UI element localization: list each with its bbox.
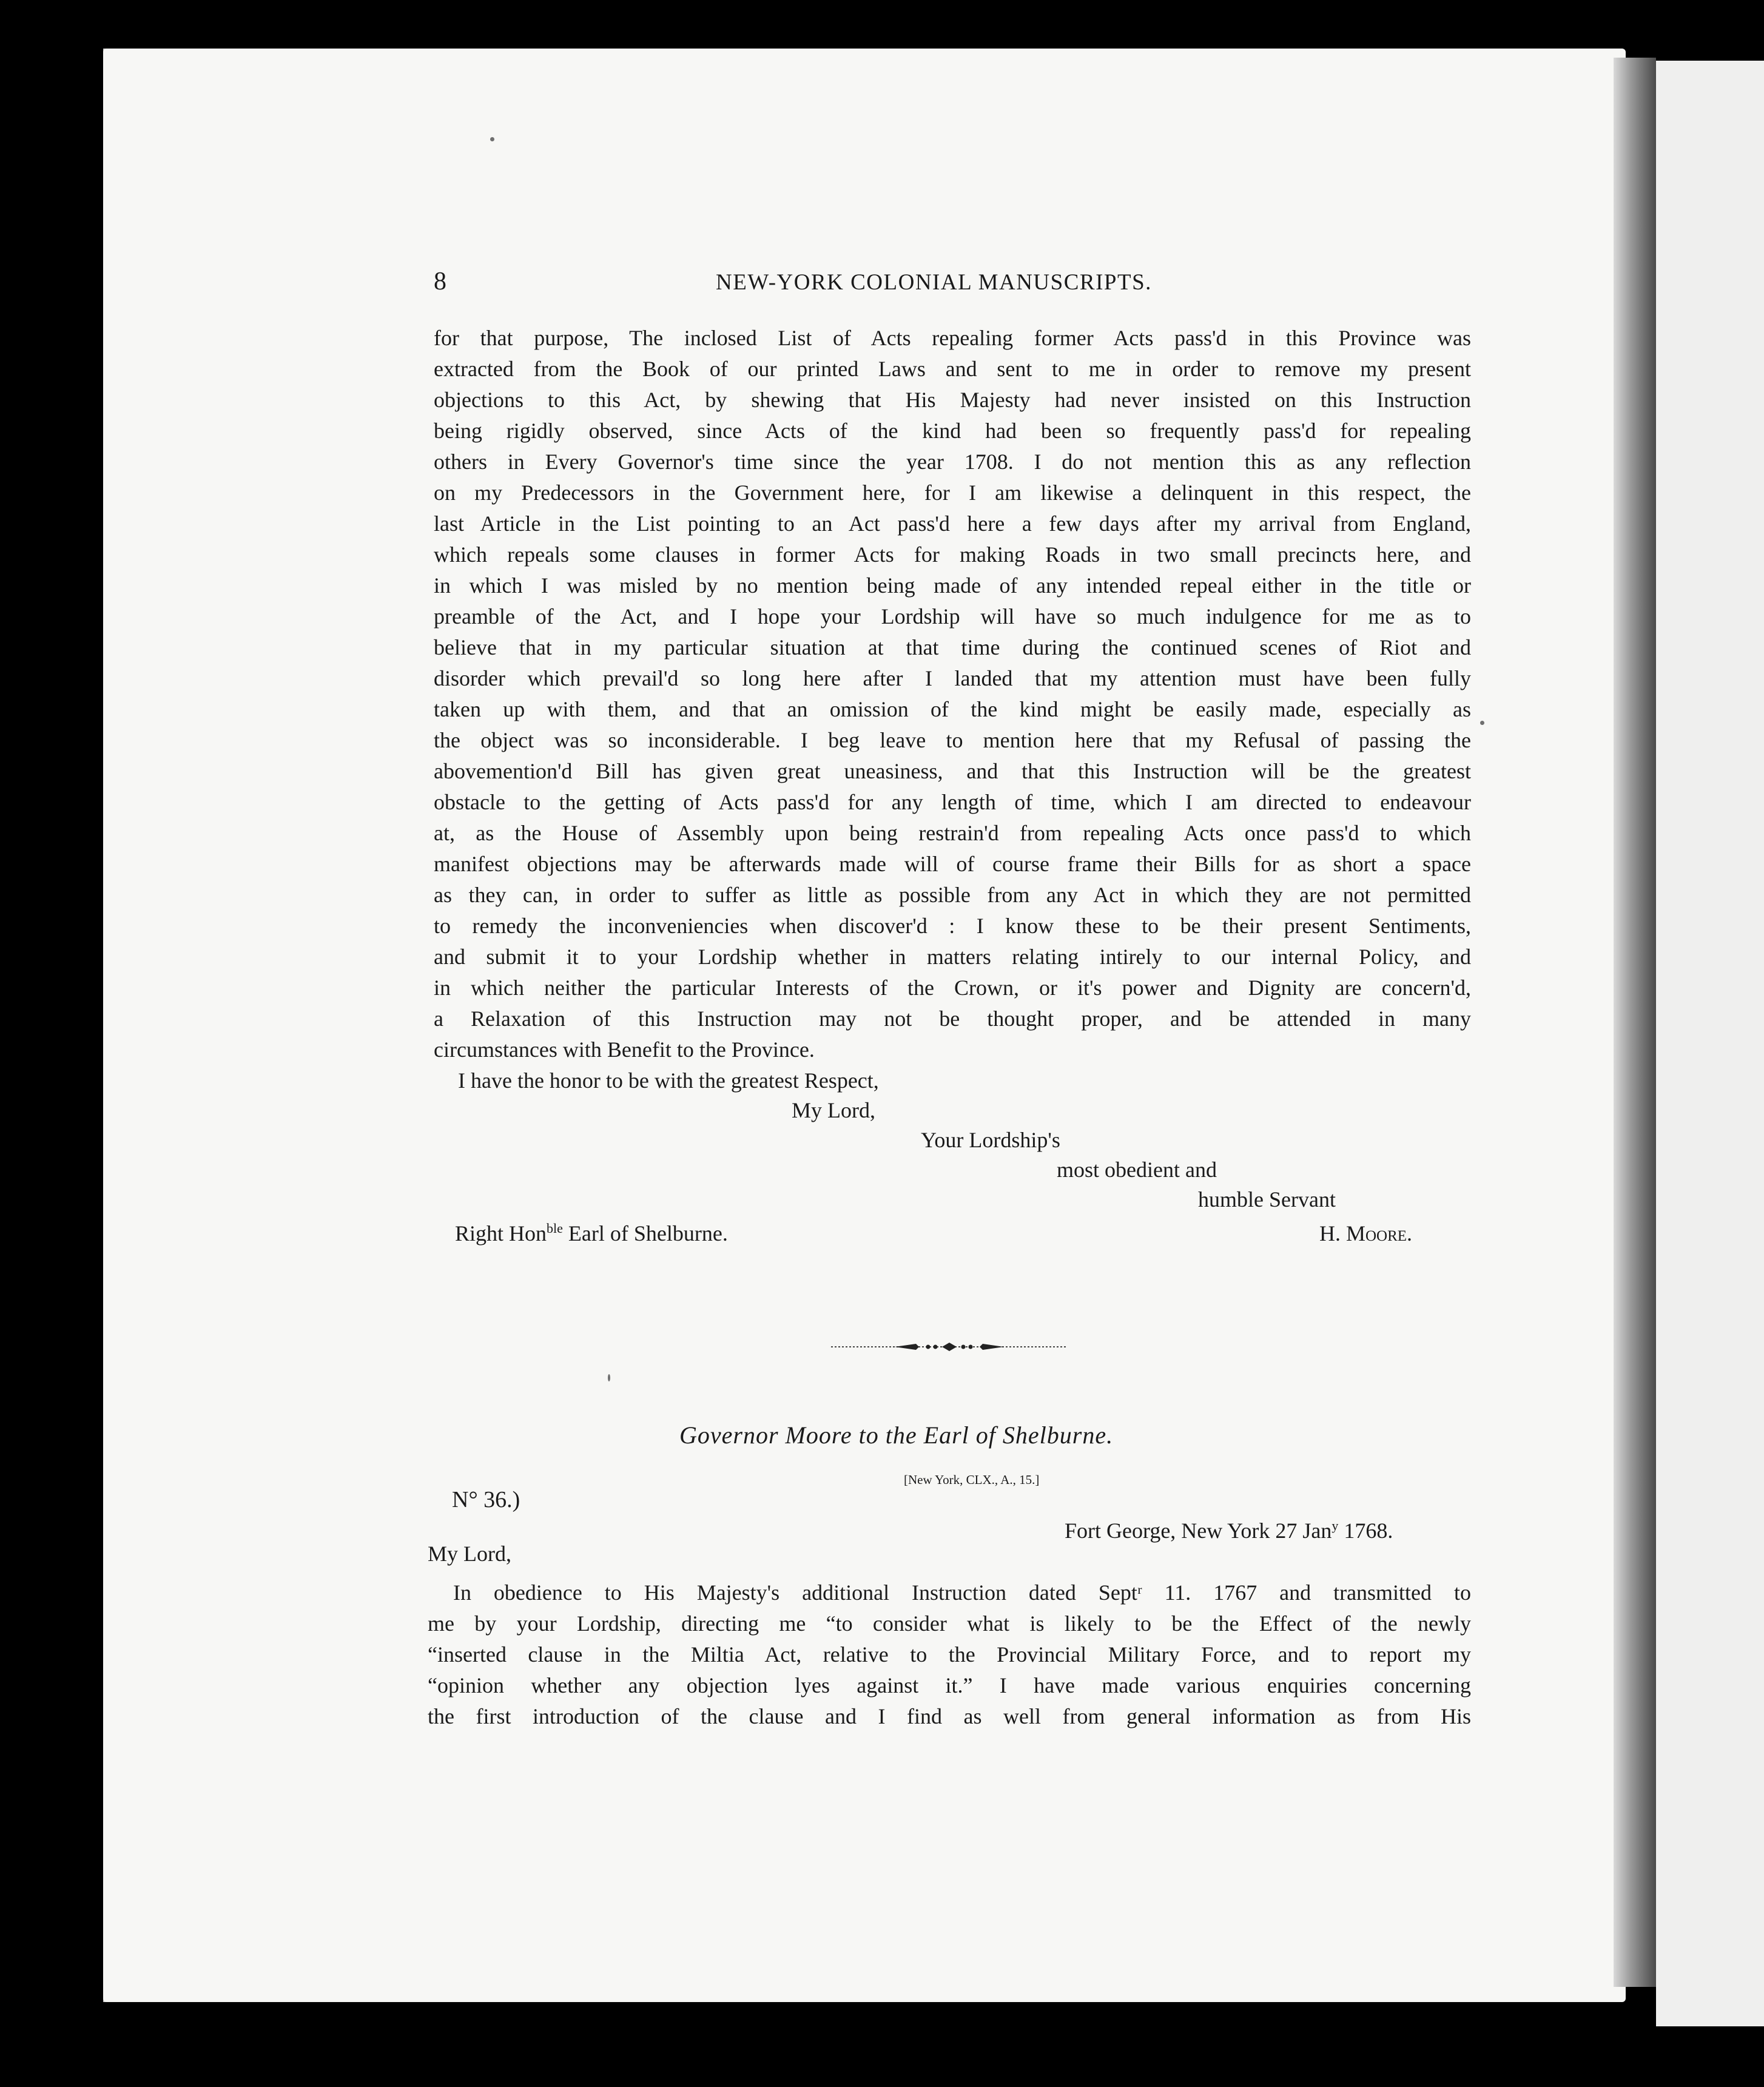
text-line: preamble of the Act, and I hope your Lordship will have so much indulgence for me as to bbox=[434, 604, 1471, 629]
text-line: objections to this Act, by shewing that His Majesty had never insisted on this Instruction bbox=[434, 388, 1471, 412]
addressee-prefix: Right Hon bbox=[455, 1221, 547, 1246]
text-line: and submit it to your Lordship whether in matters relating intirely to our internal Policy, and bbox=[434, 945, 1471, 969]
divider-dot bbox=[961, 1345, 966, 1349]
page-header bbox=[434, 267, 1483, 303]
text-line: being rigidly observed, since Acts of the kind had been so frequently pass'd for repealing bbox=[434, 419, 1471, 443]
divider-dot bbox=[934, 1345, 938, 1349]
divider-arrow-right bbox=[980, 1344, 1004, 1350]
signature: H. Moore. bbox=[1319, 1221, 1413, 1246]
divider-dot bbox=[969, 1345, 973, 1349]
letter-title: Governor Moore to the Earl of Shelburne. bbox=[679, 1421, 1114, 1449]
closing-most-obedient: most obedient and bbox=[1057, 1158, 1217, 1182]
text-line: the object was so inconsiderable. I beg leave to mention here that my Refusal of passing the bbox=[434, 728, 1471, 752]
text-line: in which neither the particular Interests of the Crown, or it's power and Dignity are concern'd, bbox=[434, 976, 1471, 1000]
text-line: others in Every Governor's time since the year 1708. I do not mention this as any reflection bbox=[434, 450, 1471, 474]
scan-speck bbox=[490, 137, 494, 141]
text-line: obstacle to the getting of Acts pass'd for any length of time, which I am directed to endeavour bbox=[434, 790, 1471, 814]
dateline bbox=[1065, 1518, 1393, 1543]
closing-your-lordships: Your Lordship's bbox=[921, 1128, 1060, 1152]
divider-dot bbox=[926, 1345, 931, 1349]
running-head: NEW-YORK COLONIAL MANUSCRIPTS. bbox=[716, 270, 1152, 295]
letter-number: N° 36.) bbox=[452, 1487, 520, 1512]
text-line: “inserted clause in the Miltia Act, relative to the Provincial Military Force, and to report my bbox=[428, 1642, 1471, 1667]
text-line: a Relaxation of this Instruction may not be thought proper, and be attended in many bbox=[434, 1006, 1471, 1031]
addressee-superscript: ble bbox=[547, 1221, 563, 1236]
text-line: believe that in my particular situation at that time during the continued scenes of Riot and bbox=[434, 635, 1471, 659]
text-line: as they can, in order to suffer as little as possible from any Act in which they are not permitted bbox=[434, 883, 1471, 907]
text-line: disorder which prevail'd so long here after I landed that my attention must have been fully bbox=[434, 666, 1471, 690]
divider-diamond bbox=[942, 1343, 957, 1351]
facing-page-edge bbox=[1656, 61, 1764, 2026]
text-line: manifest objections may be afterwards made will of course frame their Bills for as short a space bbox=[434, 852, 1471, 876]
text-line: “opinion whether any objection lyes against it.” I have made various enquiries concerning bbox=[428, 1673, 1471, 1698]
text-line: extracted from the Book of our printed Laws and sent to me in order to remove my present bbox=[434, 357, 1471, 381]
text-line: in which I was misled by no mention being made of any intended repeal either in the title or bbox=[434, 573, 1471, 598]
addressee bbox=[455, 1221, 728, 1246]
letter-body bbox=[428, 1577, 1471, 1732]
salutation: My Lord, bbox=[428, 1542, 511, 1566]
scan-speck bbox=[608, 1374, 610, 1381]
text-line: which repeals some clauses in former Acts for making Roads in two small precincts here, and bbox=[434, 542, 1471, 567]
book-gutter-shadow bbox=[1614, 58, 1656, 1987]
closing-humble-servant: humble Servant bbox=[1198, 1187, 1336, 1212]
text-line: on my Predecessors in the Government here, for I am likewise a delinquent in this respect, the bbox=[434, 480, 1471, 505]
text-line: abovemention'd Bill has given great uneasiness, and that this Instruction will be the greatest bbox=[434, 759, 1471, 783]
archive-reference: [New York, CLX., A., 15.] bbox=[904, 1472, 1040, 1487]
text-line: me by your Lordship, directing me “to consider what is likely to be the Effect of the newly bbox=[428, 1611, 1471, 1636]
dateline-place: Fort George, New York 27 Jan bbox=[1065, 1519, 1332, 1543]
text-line: at, as the House of Assembly upon being restrain'd from repealing Acts once pass'd to which bbox=[434, 821, 1471, 845]
text-line: taken up with them, and that an omission of the kind might be easily made, especially as bbox=[434, 697, 1471, 721]
closing-my-lord: My Lord, bbox=[792, 1098, 875, 1122]
text-line: circumstances with Benefit to the Province. bbox=[434, 1037, 815, 1062]
text-line: to remedy the inconveniencies when discover'd : I know these to be their present Sentiments, bbox=[434, 914, 1471, 938]
text-line: the first introduction of the clause and I find as well from general information as from His bbox=[428, 1704, 1471, 1728]
dateline-superscript: y bbox=[1331, 1518, 1339, 1533]
page-number: 8 bbox=[434, 268, 447, 295]
text-line: for that purpose, The inclosed List of Acts repealing former Acts pass'd in this Province was bbox=[434, 326, 1471, 350]
section-divider-ornament bbox=[831, 1338, 1068, 1356]
dateline-year: 1768. bbox=[1338, 1519, 1393, 1543]
text-line: In obedience to His Majesty's additional Instruction dated Septʳ 11. 1767 and transmitted to bbox=[453, 1580, 1471, 1605]
letter-body bbox=[434, 323, 1471, 1065]
closing-line: I have the honor to be with the greatest Respect, bbox=[458, 1068, 879, 1093]
divider-arrow-left bbox=[895, 1344, 919, 1350]
text-line: last Article in the List pointing to an Act pass'd here a few days after my arrival from England, bbox=[434, 511, 1471, 536]
addressee-name: Earl of Shelburne. bbox=[562, 1221, 728, 1246]
scan-speck bbox=[1480, 721, 1484, 725]
